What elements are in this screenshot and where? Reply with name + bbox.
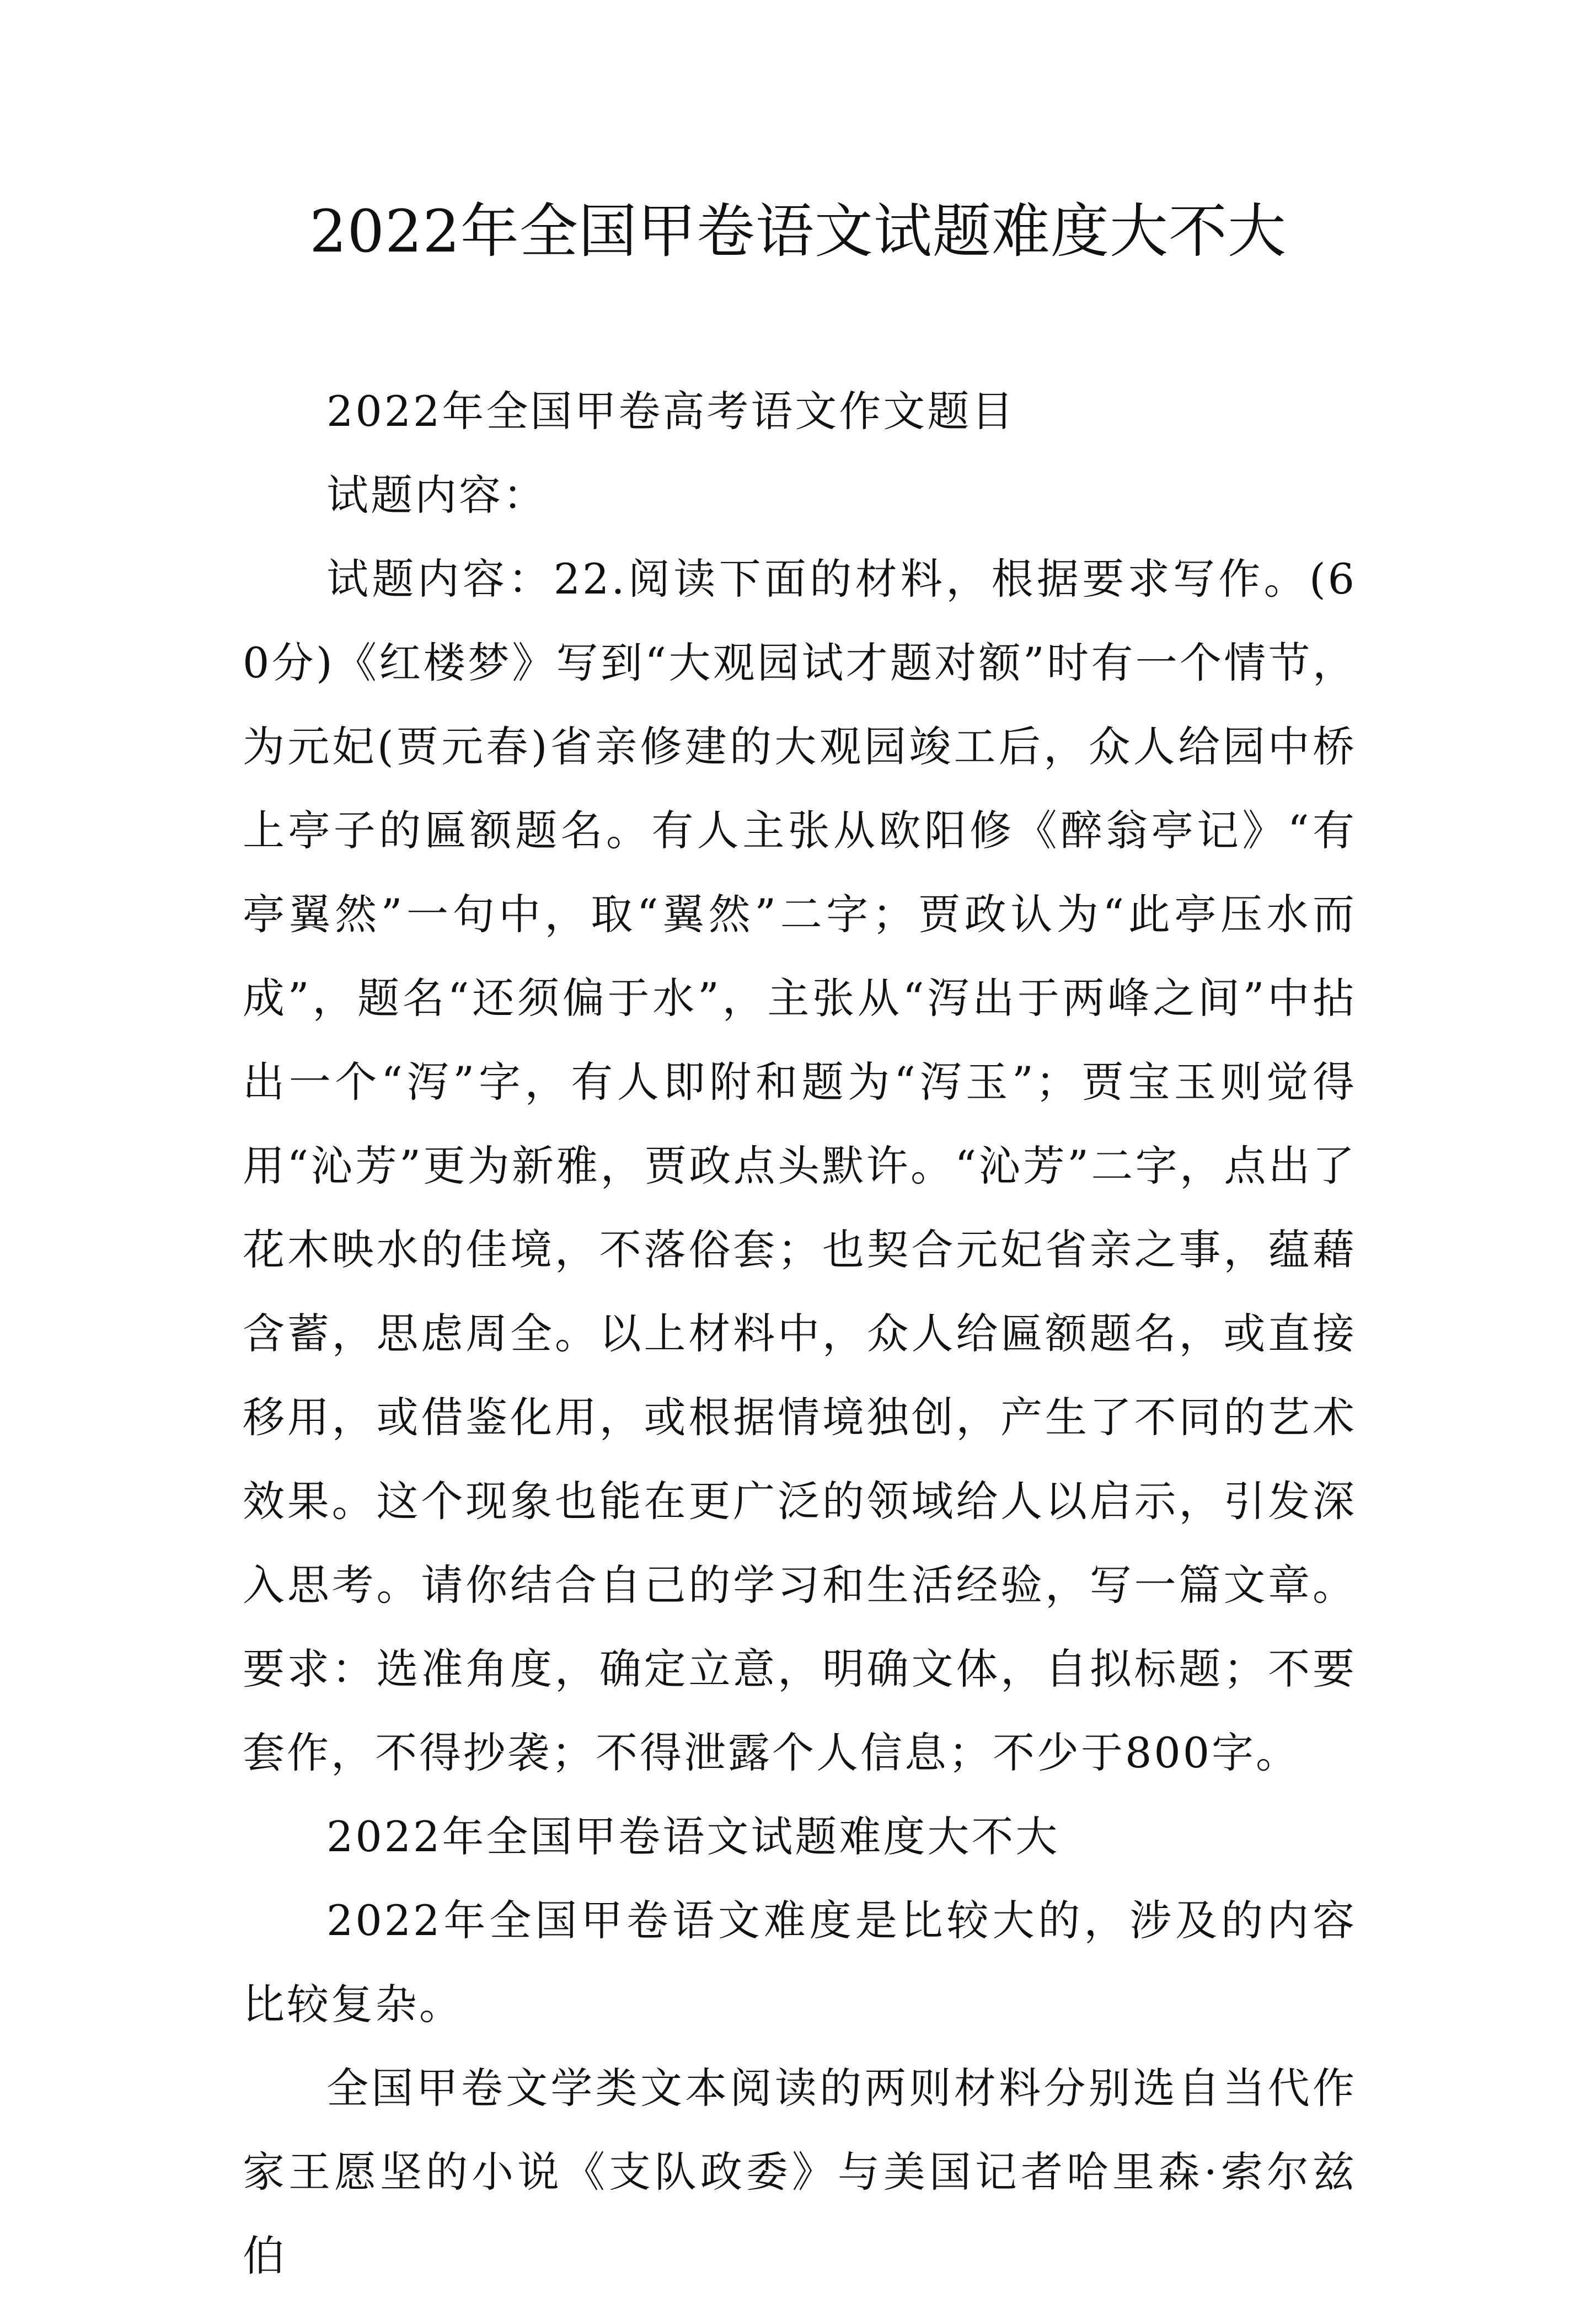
paragraph-difficulty-heading: 2022年全国甲卷语文试题难度大不大 xyxy=(326,1812,1060,1861)
paragraph-essay-heading: 2022年全国甲卷高考语文作文题目 xyxy=(326,387,1016,436)
paragraph-difficulty-answer: 2022年全国甲卷语文难度是比较大的，涉及的内容比较复杂。 xyxy=(243,1896,1357,2029)
document-title: 2022年全国甲卷语文试题难度大不大 xyxy=(309,197,1287,265)
paragraph-reading-section: 全国甲卷文学类文本阅读的两则材料分别选自当代作家王愿坚的小说《支队政委》与美国记者哈里森·索尔兹伯 xyxy=(243,2064,1357,2280)
paragraph-content-label: 试题内容： xyxy=(326,471,547,520)
document-body xyxy=(243,370,1357,2298)
paragraph-essay-prompt: 试题内容：22.阅读下面的材料，根据要求写作。(60分)《红楼梦》写到“大观园试才题对额”时有一个情节，为元妃(贾元春)省亲修建的大观园竣工后，众人给园中桥上亭子的匾额题名。有人主张从欧阳修《醉翁亭记》“有亭翼然”一句中，取“翼然”二字；贾政认为“此亭压水而成”，题名“还须偏于水”，主张从“泻出于两峰之间”中拈出一个“泻”字，有人即附和题为“泻玉”；贾宝玉则觉得用“沁芳”更为新雅，贾政点头默许。“沁芳”二字，点出了花木映水的佳境，不落俗套；也契合元妃省亲之事，蕴藉含蓄，思虑周全。以上材料中，众人给匾额题名，或直接移用，或借鉴化用，或根据情境独创，产生了不同的艺术效果。这个现象也能在更广泛的领域给人以启示，引发深入思考。请你结合自己的学习和生活经验，写一篇文章。要求：选准角度，确定立意，明确文体，自拟标题；不要套作，不得抄袭；不得泄露个人信息；不少于800字。 xyxy=(243,554,1357,1777)
